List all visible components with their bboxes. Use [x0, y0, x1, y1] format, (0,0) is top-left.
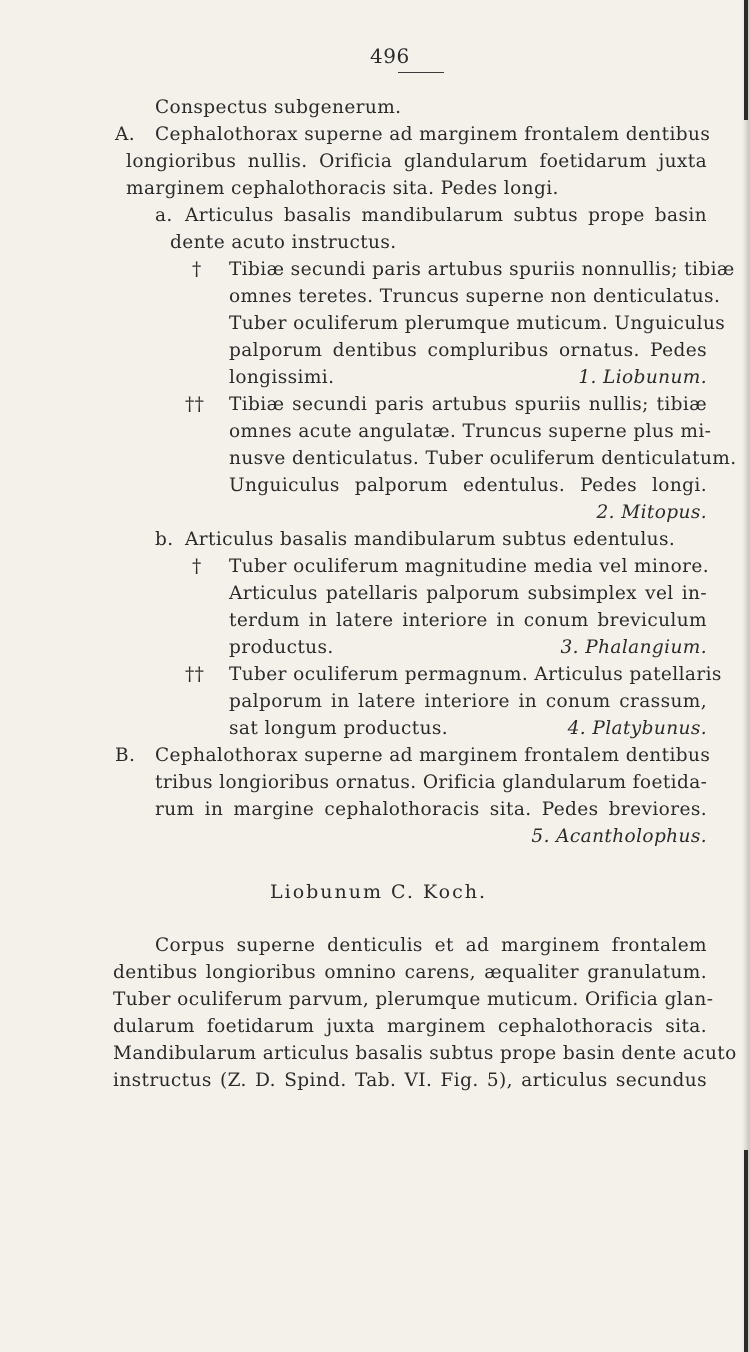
text-line: productus.: [229, 637, 334, 658]
genus-label-liobunum: 1. Liobunum.: [578, 367, 707, 388]
genus-heading: Liobunum C. Koch.: [270, 881, 488, 903]
text-line: omnes acute angulatæ. Truncus superne plus mi-: [229, 421, 712, 442]
genus-label-mitopus: 2. Mitopus.: [596, 502, 707, 523]
page-edge-mark: [744, 1150, 748, 1352]
text-line: Tuber oculiferum permagnum. Articulus patellaris: [229, 664, 722, 685]
text-line: rum in margine cephalothoracis sita. Pedes breviores.: [155, 799, 707, 820]
conspectus-heading: Conspectus subgenerum.: [155, 97, 402, 118]
text-line: marginem cephalothoracis sita. Pedes longi.: [126, 178, 559, 199]
text-line: longioribus nullis. Orificia glandularum foetidarum juxta: [126, 151, 707, 172]
dagger-mark: †: [192, 259, 202, 280]
text-line: Corpus superne denticulis et ad marginem frontalem: [155, 935, 707, 956]
text-line: Articulus basalis mandibularum subtus edentulus.: [185, 529, 676, 550]
text-line: Tuber oculiferum magnitudine media vel minore.: [229, 556, 710, 577]
genus-label-phalangium: 3. Phalangium.: [560, 637, 707, 658]
text-line: Tuber oculiferum parvum, plerumque muticum. Orificia glan-: [113, 989, 714, 1010]
text-line: palporum in latere interiore in conum crassum,: [229, 691, 707, 712]
page-number-underline: [398, 72, 444, 73]
page-number: 496: [370, 44, 410, 68]
genus-label-acantholophus: 5. Acantholophus.: [531, 826, 707, 847]
text-line: sat longum productus.: [229, 718, 449, 739]
text-line: Tibiæ secundi paris artubus spuriis nullis; tibiæ: [229, 394, 707, 415]
text-line: Unguiculus palporum edentulus. Pedes longi.: [229, 475, 707, 496]
text-line: omnes teretes. Truncus superne non denticulatus.: [229, 286, 721, 307]
text-line: longissimi.: [229, 367, 335, 388]
text-line: terdum in latere interiore in conum breviculum: [229, 610, 707, 631]
text-line: tribus longioribus ornatus. Orificia glandularum foetida-: [155, 772, 708, 793]
section-b-label: B.: [115, 745, 136, 766]
double-dagger-mark: ††: [185, 664, 205, 685]
genus-label-platybunus: 4. Platybunus.: [567, 718, 707, 739]
text-line: instructus (Z. D. Spind. Tab. VI. Fig. 5), articulus secundus: [113, 1070, 707, 1091]
text-line: nusve denticulatus. Tuber oculiferum denticulatum.: [229, 448, 737, 469]
text-line: palporum dentibus compluribus ornatus. Pedes: [229, 340, 707, 361]
text-line: Articulus patellaris palporum subsimplex vel in-: [229, 583, 707, 604]
subsection-a-label: a.: [155, 205, 173, 226]
text-line: Mandibularum articulus basalis subtus prope basin dente acuto: [113, 1043, 737, 1064]
text-line: dentibus longioribus omnino carens, æqualiter granulatum.: [113, 962, 707, 983]
section-a-label: A.: [115, 124, 136, 145]
double-dagger-mark: ††: [185, 394, 205, 415]
text-line: Cephalothorax superne ad marginem frontalem dentibus: [155, 745, 711, 766]
subsection-b-label: b.: [155, 529, 174, 550]
text-line: Tuber oculiferum plerumque muticum. Unguiculus: [229, 313, 726, 334]
text-line: Articulus basalis mandibularum subtus prope basin: [185, 205, 707, 226]
dagger-mark: †: [192, 556, 202, 577]
page-edge-mark: [744, 0, 748, 120]
text-line: Tibiæ secundi paris artubus spuriis nonnullis; tibiæ: [229, 259, 735, 280]
text-line: dularum foetidarum juxta marginem cephalothoracis sita.: [113, 1016, 707, 1037]
text-line: Cephalothorax superne ad marginem frontalem dentibus: [155, 124, 711, 145]
text-line: dente acuto instructus.: [170, 232, 397, 253]
